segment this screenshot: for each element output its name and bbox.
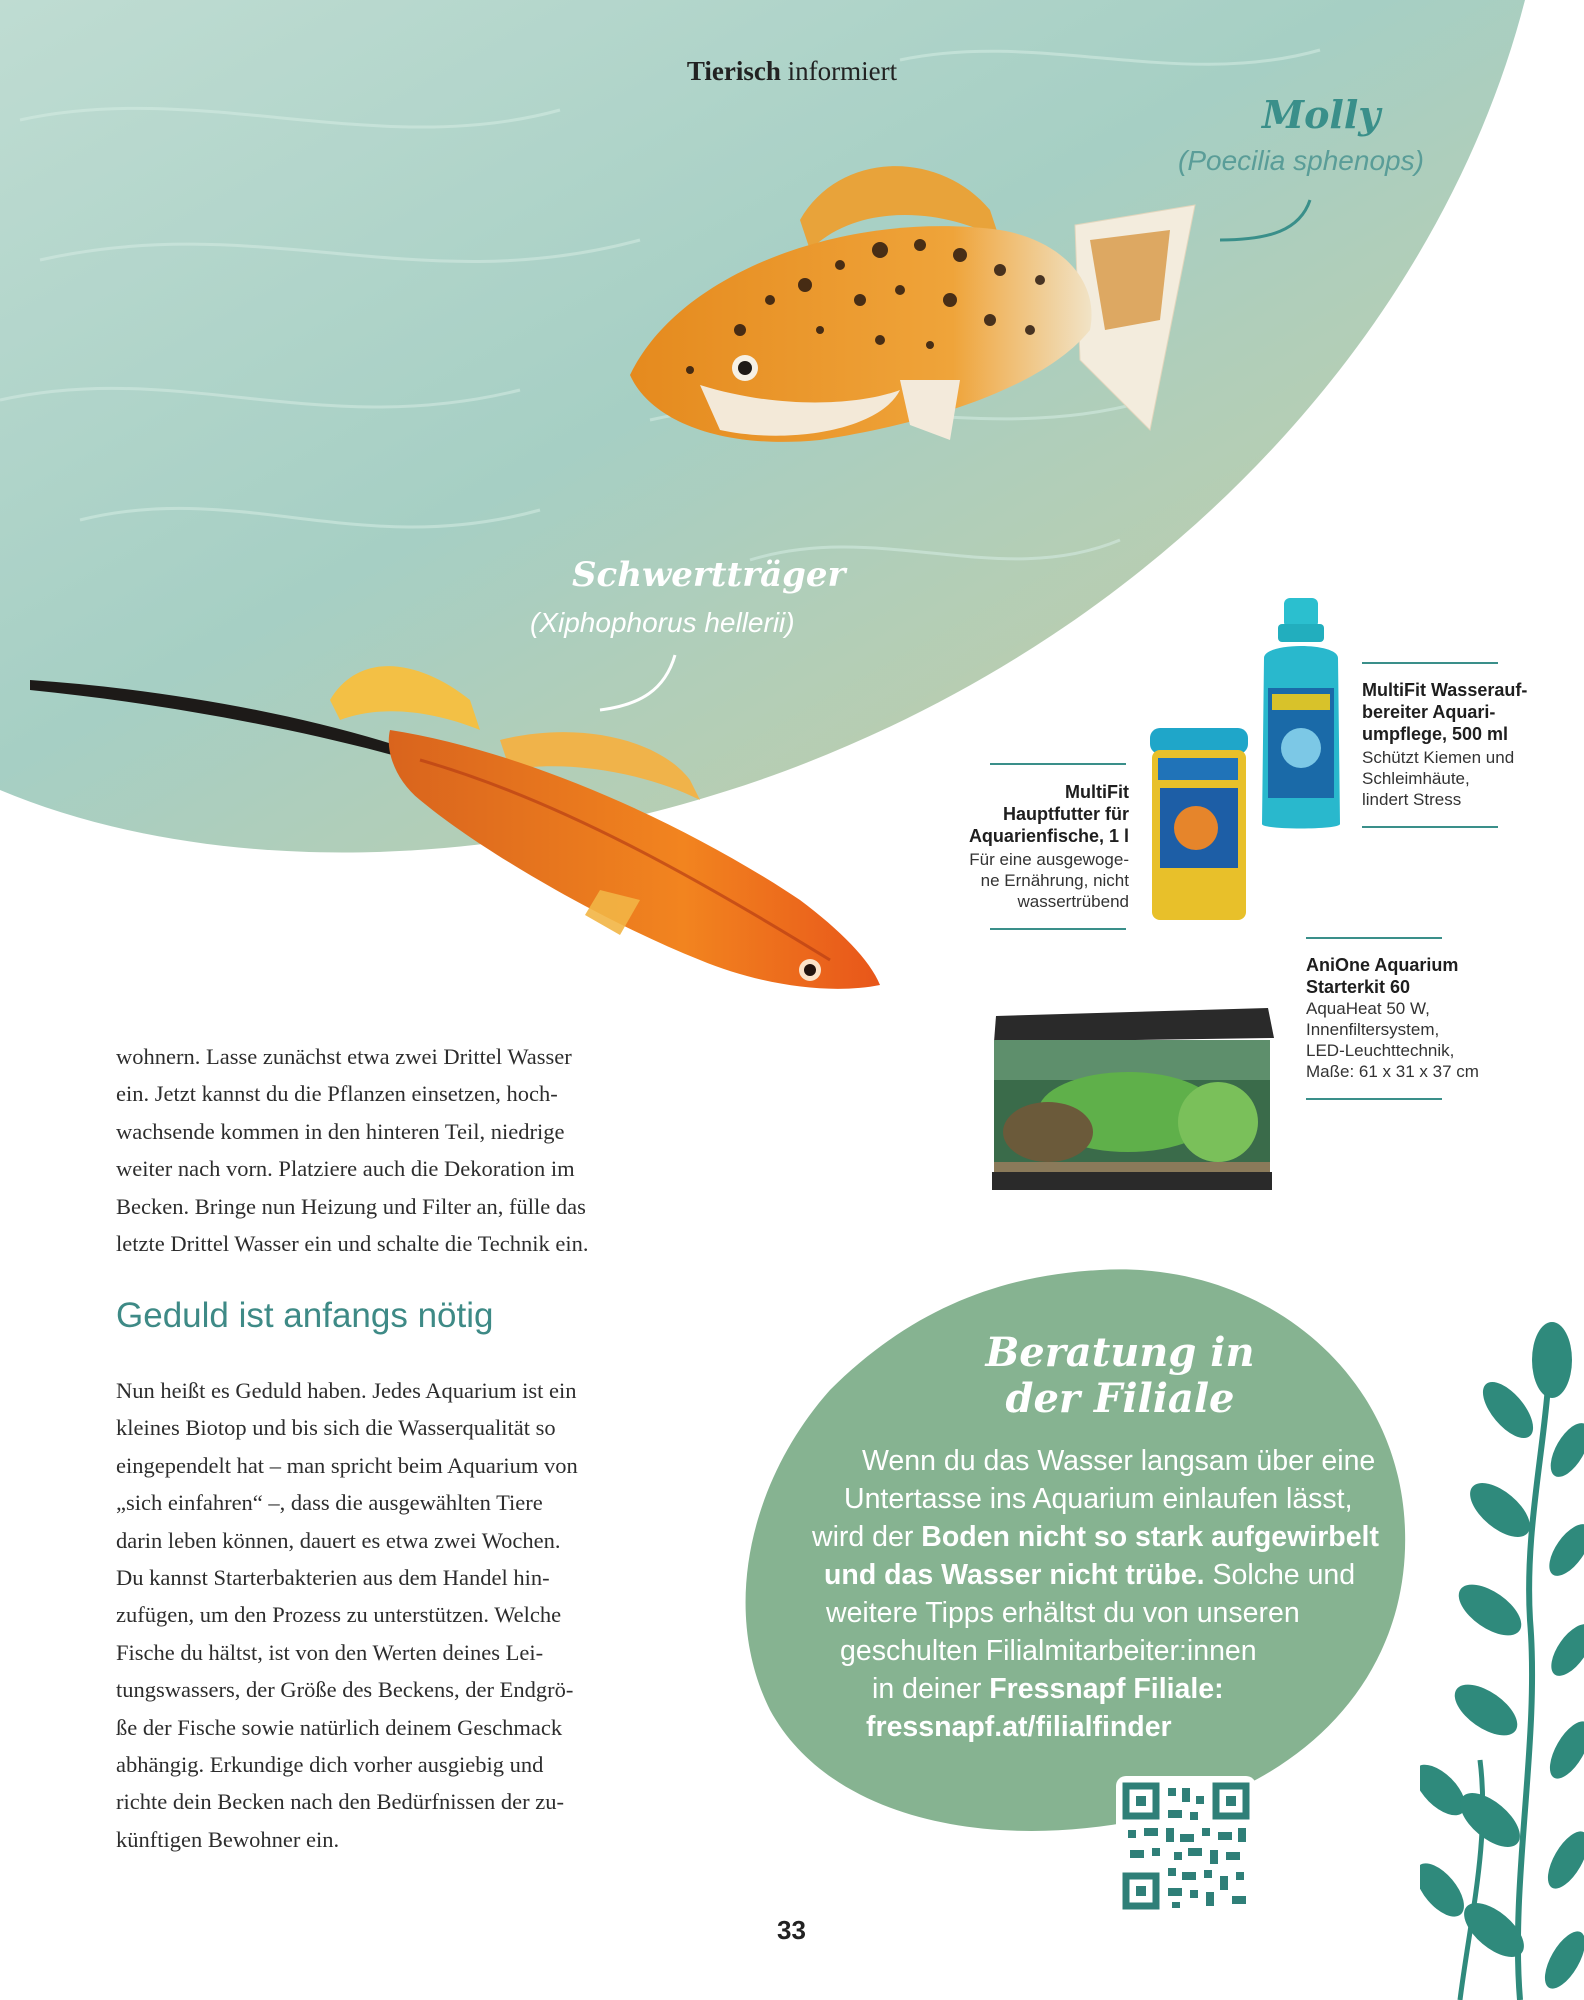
page-header [0,56,1584,87]
fish-food-name: MultiFit Hauptfutter für Aquarienfische, 1 l [968,782,1129,846]
header-title-bold: Tierisch [686,56,781,86]
article-intro-paragraph: wohnern. Lasse zunächst etwa zwei Drittel Wasser ein. Jetzt kannst du die Pflanzen einsetzen, hoch- wachsende kommen in den hinteren Teil, niedrige weiter nach vorn. Platziere auch die Dekoration im Becken. Bringe nun Heizung und Filter an, fülle das letzte Drittel Wasser ein und schalte die Technik ein. [116,1044,589,1257]
swordtail-name: Schwertträger [572,555,846,595]
fish-food-description: Für eine ausgewoge- ne Ernährung, nicht wassertrübend [969,850,1129,911]
header-title-rest: informiert [787,56,898,86]
water-conditioner-name: MultiFit Wasserauf- bereiter Aquari- umpflege, 500 ml [1362,680,1528,744]
qr-code-icon[interactable] [1116,1776,1256,1916]
plant-decoration [1420,1320,1584,2000]
page-number: 33 [777,1915,806,1945]
starterkit-rule-top [1306,937,1442,939]
starterkit-description: AquaHeat 50 W, Innenfiltersystem, LED-Leuchttechnik, Maße: 61 x 31 x 37 cm [1306,999,1479,1081]
fish-food-can-image [1146,728,1252,928]
aquarium-starterkit-image [988,1002,1278,1192]
fish-food-rule-bottom [990,928,1126,930]
starterkit-rule-bottom [1306,1098,1442,1100]
section-heading: Geduld ist anfangs nötig [116,1296,494,1335]
water-conditioner-rule-top [1362,662,1498,664]
water-conditioner-description: Schützt Kiemen und Schleimhäute, lindert Stress [1362,748,1515,809]
advice-title: Beratung in der Filiale [985,1329,1255,1422]
article-section-paragraph: Nun heißt es Geduld haben. Jedes Aquarium ist ein kleines Biotop und bis sich die Wasserqualität so eingependelt hat – man spricht beim Aquarium von „sich einfahren“ –, dass die ausgewählten Tiere darin leben können, dauert es etwa zwei Wochen. Du kannst Starterbakterien aus dem Handel hin- zufügen, um den Prozess zu unterstützen. Welche Fische du hältst, ist von den Werten deines Lei- tungswassers, der Größe des Beckens, der Endgrö- ße der Fische sowie natürlich deinem Geschmack abhängig. Erkundige dich vorher ausgiebig und richte dein Becken nach den Bedürfnissen der zu- künftigen Bewohner ein. [116,1378,578,1852]
molly-name: Molly [1262,92,1381,137]
water-conditioner-bottle-image [1258,598,1344,832]
molly-latin-name: (Poecilia sphenops) [1178,145,1424,176]
swordtail-latin-name: (Xiphophorus hellerii) [530,607,795,638]
starterkit-name: AniOne Aquarium Starterkit 60 [1306,955,1459,997]
fish-food-rule-top [990,763,1126,765]
filialfinder-link[interactable]: fressnapf.at/filialfinder [866,1711,1172,1743]
water-conditioner-rule-bottom [1362,826,1498,828]
